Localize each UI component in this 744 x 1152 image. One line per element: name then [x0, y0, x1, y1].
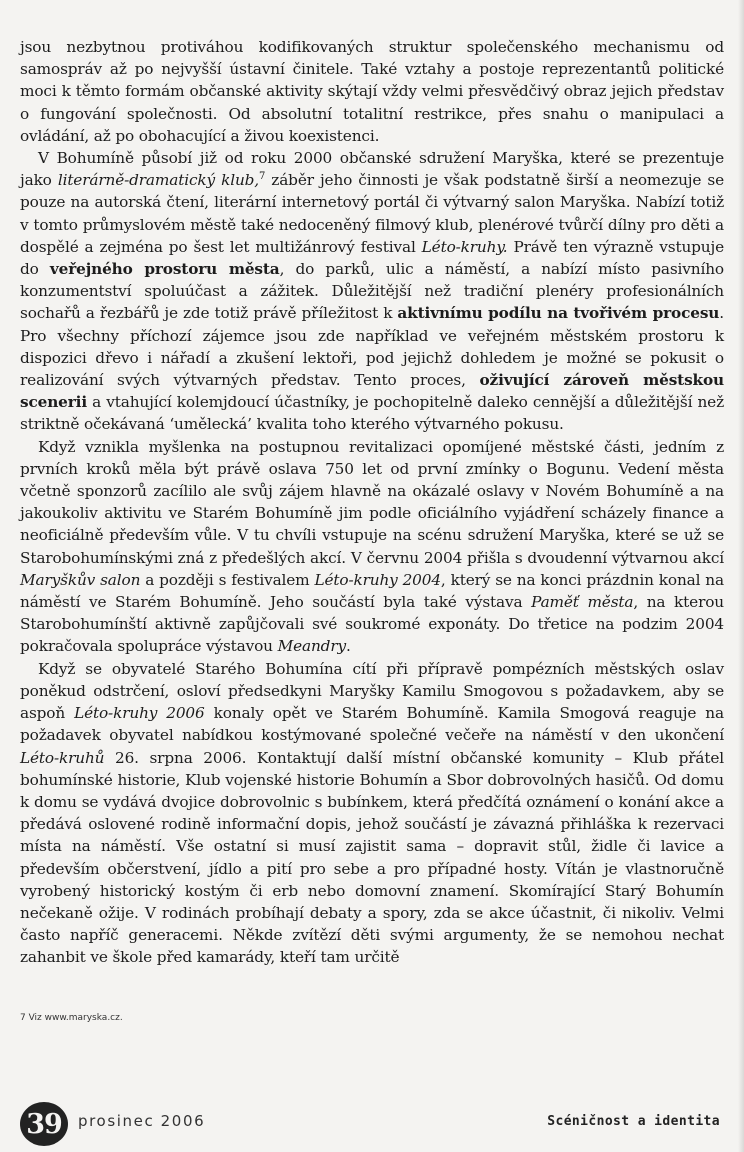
paragraph-1: jsou nezbytnou protiváhou kodifikovaných struktur společenského mechanismu od samospráv až po nejvyšší ústavní činitele. Také vztahy a postoje reprezentantů politické moci k těmto formám občanské aktivity skýtají vždy velmi přesvědčivý obraz jejich představ o fungování společnosti. Od absolutní totalitní restrikce, přes snahu o manipulaci a ovládání, až po obohacující a živou koexistenci.: [20, 38, 724, 145]
issue-date: prosinec 2006: [78, 1112, 206, 1130]
section-title: Scéničnost a identita: [547, 1114, 720, 1129]
paragraph-2: V Bohumíně působí již od roku 2000 občanské sdružení Maryška, které se prezentuje jako literárně-dramatický klub,$^7$ záběr jeho činnosti je však podstatně širší a neomezuje se pouze na autorská čtení, literární internetový portál či výtvarný salon Maryška. Nabízí totiž v tomto průmyslovém městě také nedoceněný filmový klub, plenérové tvůrčí dílny pro děti a dospělé a zejména po šest let multižánrový festival Léto-kruhy. Právě ten výrazně vstupuje do veřejného prostoru města, do parků, ulic a náměstí, a nabízí místo pasivního konzumentství spoluúčast a zážitek. Důležitější než tradiční plenéry profesionálních sochařů a řezbářů je zde totiž právě příležitost k aktivnímu podílu na tvořivém procesu. Pro všechny příchozí zájemce jsou zde například ve veřejném městském prostoru k dispozici dřevo i nářadí a zkušení lektoři, pod jejichž dohledem je možné se pokusit o realizování svých výtvarných představ. Tento proces, oživující zároveň městskou scenerii a vtahující kolemjdoucí účastníky, je pochopitelně daleko cennější a důležitější než striktně očekávaná ‘umělecká’ kvalita toho kterého výtvarného pokusu.: [20, 149, 725, 434]
page-footer: [20, 1096, 720, 1152]
page-number: 39: [26, 1108, 62, 1140]
paragraph-4: Když se obyvatelé Starého Bohumína cítí při přípravě pompézních městských oslav poněkud odstrčení, osloví předsedkyni Maryšky Kamilu Smogovou s požadavkem, aby se aspoň Léto-kruhy 2006 konaly opět ve Starém Bohumíně. Kamila Smogová reaguje na požadavek obyvatel nabídkou kostýmované společné večeře na náměstí v den ukončení Léto-kruhů 26. srpna 2006. Kontaktují další místní občanské komunity – Klub přátel bohumínské historie, Klub vojenské historie Bohumín a Sbor dobrovolných hasičů. Od domu k domu se vydává dvojice dobrovolnic s bubínkem, která předčítá oznámení o konání akce a předává oslovené rodině informační dopis, jehož součástí je závazná přihláška k rezervaci místa na náměstí. Vše ostatní si musí zajistit sama – dopravit stůl, židle či lavice a především občerstvení, jídlo a pití pro sebe a pro případné hosty. Vítán je vlastnoručně vyrobený historický kostým či erb nebo domovní znamení. Skomírající Starý Bohumín nečekaně ožije. V rodinách probíhají debaty a spory, zda se akce účastnit, či nikoliv. Velmi často napříč generacemi. Někde zvítězí děti svými argumenty, že se nemohou nechat zahanbit ve škole před kamarády, kteří tam určitě: [20, 659, 724, 967]
footnote: 7 Viz www.maryska.cz.: [20, 1013, 123, 1023]
page-edge-shadow: [738, 0, 744, 1152]
paragraph-3: Když vznikla myšlenka na postupnou revitalizaci opomíjené městské části, jedním z prvních kroků měla být právě oslava 750 let od první zmínky o Bogunu. Vedení města včetně sponzorů zacílilo ale svůj zájem hlavně na okázalé oslavy v Novém Bohumíně a na jakoukoliv aktivitu ve Starém Bohumíně jim podle oficiálního vyjádření scházely finance a neoficiálně především vůle. V tu chvíli vstupuje na scénu sdružení Maryška, které se už se Starobohumínskými zná z předešlých akcí. V červnu 2004 přišla s dvoudenní výtvarnou akcí Maryškův salon a později s festivalem Léto-kruhy 2004, který se na konci prázdnin konal na náměstí ve Starém Bohumíně. Jeho součástí byla také výstava Paměť města, na kterou Starobohumínští aktivně zapůjčovali své soukromé exponáty. Do třetice na podzim 2004 pokračovala spolupráce výstavou Meandry.: [20, 437, 724, 656]
article-body: [20, 36, 724, 969]
page-number-badge: [20, 1102, 68, 1146]
